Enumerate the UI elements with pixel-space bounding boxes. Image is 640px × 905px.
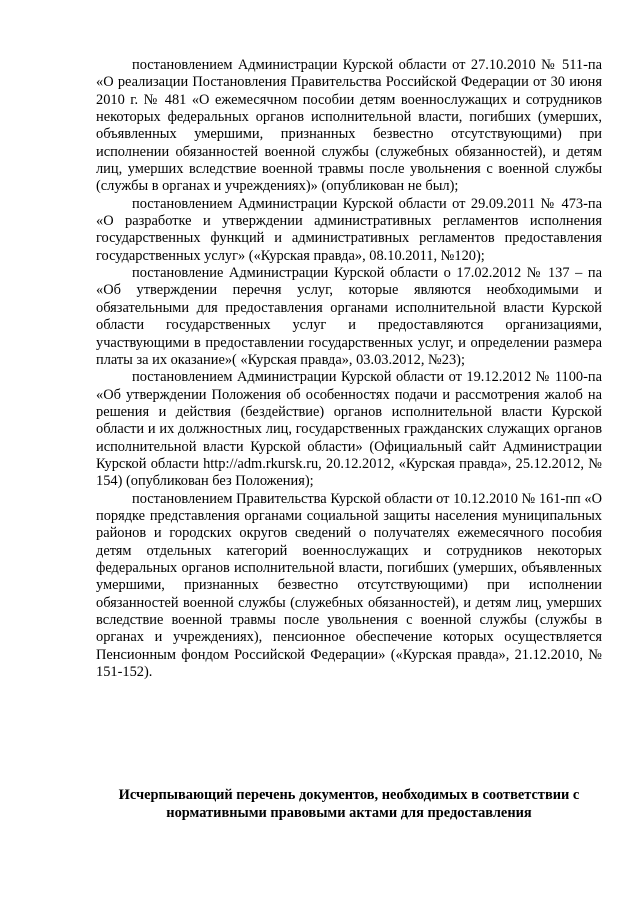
paragraph-resolution-1100: постановлением Администрации Курской области от 19.12.2012 № 1100-па «Об утверждении Положения об особенностях подачи и рассмотрения жалоб на решения и действия (бездействие) органов исполнительной власти Курской области и их должностных лиц, государственных гражданских служащих органов исполнительной власти Курской области» (Официальный сайт Администрации Курской области http://adm.rkursk.ru, 20.12.2012, «Курская правда», 25.12.2012, № 154) (опубликован без Положения); bbox=[96, 369, 602, 490]
paragraph-resolution-161: постановлением Правительства Курской области от 10.12.2010 № 161-пп «О порядке представления органами социальной защиты населения муниципальных районов и городских округов сведений о получателях ежемесячного пособия детям отдельных категорий военнослужащих и сотрудников некоторых федеральных органов исполнительной власти, погибших (умерших, объявленных умершими, признанных безвестно отсутствующими) при исполнении обязанностей военной службы (служебных обязанностей), и детям лиц, умерших вследствие военной травмы после увольнения с военной службы (службы в органах и учреждениях), пенсионное обеспечение которых осуществляется Пенсионным фондом Российской Федерации» («Курская правда», 21.12.2010, № 151-152). bbox=[96, 490, 602, 681]
section-heading: Исчерпывающий перечень документов, необходимых в соответствии с нормативными правовыми актами для предоставления bbox=[118, 787, 580, 821]
paragraph-resolution-473: постановлением Администрации Курской области от 29.09.2011 № 473-па «О разработке и утверждении административных регламентов исполнения государственных функций и административных регламентов предоставления государственных услуг» («Курская правда», 08.10.2011, №120); bbox=[96, 195, 602, 264]
paragraph-resolution-511: постановлением Администрации Курской области от 27.10.2010 № 511-па «О реализации Постановления Правительства Российской Федерации от 30 июня 2010 г. № 481 «О ежемесячном пособии детям военнослужащих и сотрудников некоторых федеральных органов исполнительной власти, погибших (умерших, объявленных умершими, признанных безвестно отсутствующими) при исполнении обязанностей военной службы (служебных обязанностей), и детям лиц, умерших вследствие военной травмы после увольнения с военной службы (службы в органах и учреждениях)» (опубликован не был); bbox=[96, 57, 602, 195]
body-text bbox=[96, 57, 602, 681]
paragraph-resolution-137: постановление Администрации Курской области о 17.02.2012 № 137 – па «Об утверждении перечня услуг, которые являются необходимыми и обязательными для предоставления органами исполнительной власти Курской области государственных услуг и предоставляются организациями, участвующими в предоставлении государственных услуг, и определении размера платы за их оказание»( «Курская правда», 03.03.2012, №23); bbox=[96, 265, 602, 368]
